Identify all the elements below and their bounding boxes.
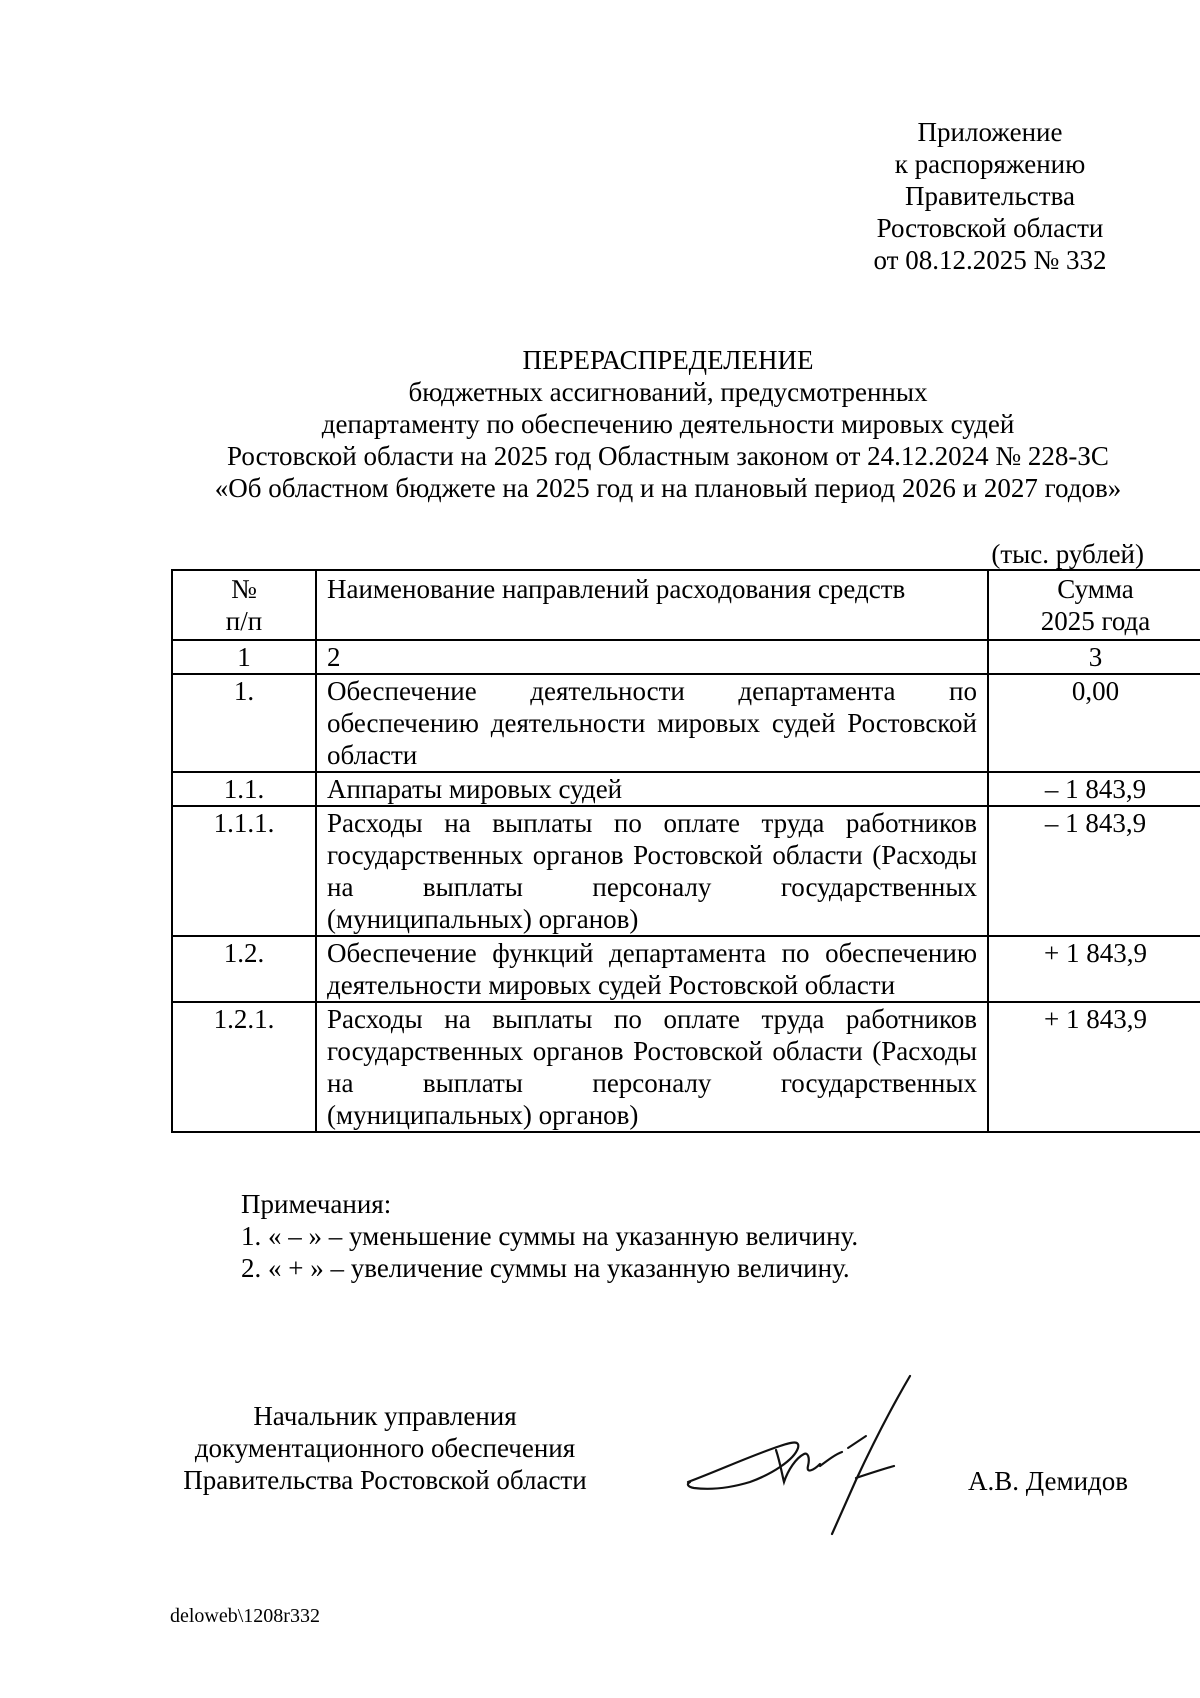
note-item: 2. « + » – увеличение суммы на указанную величину. [241,1253,850,1283]
header-num-line: № [231,574,257,604]
title-line: департаменту по обеспечению деятельности мировых судей [321,409,1015,439]
row-num: 1. [172,674,316,772]
notes-heading: Примечания: [241,1189,392,1219]
row-num: 1.1.1. [172,806,316,936]
title-heading: ПЕРЕРАСПРЕДЕЛЕНИЕ [522,345,814,375]
header-sum [988,570,1200,640]
header-num [172,570,316,640]
signatory-position [170,1400,600,1496]
title-line: бюджетных ассигнований, предусмотренных [408,377,928,407]
row-name: Расходы на выплаты по оплате труда работников государственных органов Ростовской области (Расходы на выплаты персоналу государственных (муниципальных) органов) [316,806,988,936]
row-sum: – 1 843,9 [988,772,1200,806]
appendix-line: от 08.12.2025 № 332 [873,245,1107,275]
column-number: 2 [316,640,988,674]
reallocation-table [171,569,1200,1133]
row-name: Расходы на выплаты по оплате труда работников государственных органов Ростовской области (Расходы на выплаты персоналу государственных (муниципальных) органов) [316,1002,988,1132]
position-line: Начальник управления [253,1401,517,1431]
row-num: 1.2. [172,936,316,1002]
table-row [172,806,1200,936]
appendix-line: Правительства [905,181,1075,211]
header-num-line: п/п [225,606,263,636]
header-sum-line: 2025 года [1040,606,1151,636]
column-number-row [172,640,1200,674]
handwritten-signature [680,1370,940,1540]
notes-section [241,1188,858,1284]
title-line: «Об областном бюджете на 2025 год и на плановый период 2026 и 2027 годов» [214,473,1122,503]
appendix-line: Ростовской области [876,213,1104,243]
table-row [172,936,1200,1002]
appendix-line: Приложение [917,117,1063,147]
position-line: документационного обеспечения [194,1433,576,1463]
header-sum-line: Сумма [1057,574,1134,604]
row-name: Обеспечение деятельности департамента по обеспечению деятельности мировых судей Ростовской области [316,674,988,772]
note-item: 1. « – » – уменьшение суммы на указанную величину. [241,1221,859,1251]
row-sum: + 1 843,9 [988,936,1200,1002]
table-row [172,674,1200,772]
table-row [172,772,1200,806]
row-sum: + 1 843,9 [988,1002,1200,1132]
row-name: Обеспечение функций департамента по обеспечению деятельности мировых судей Ростовской области [316,936,988,1002]
row-sum: 0,00 [988,674,1200,772]
row-num: 1.2.1. [172,1002,316,1132]
signer-name: А.В. Демидов [968,1466,1129,1496]
appendix-header [840,116,1140,276]
row-num: 1.1. [172,772,316,806]
document-id: deloweb\1208r332 [170,1605,320,1627]
row-name: Аппараты мировых судей [316,772,988,806]
column-number: 1 [172,640,316,674]
row-sum: – 1 843,9 [988,806,1200,936]
table-row [172,1002,1200,1132]
appendix-line: к распоряжению [894,149,1086,179]
document-title [0,344,1200,504]
position-line: Правительства Ростовской области [183,1465,587,1495]
column-number: 3 [988,640,1200,674]
table-header-row [172,570,1200,640]
units-label: (тыс. рублей) [991,539,1144,569]
header-name: Наименование направлений расходования средств [316,570,988,640]
title-line: Ростовской области на 2025 год Областным законом от 24.12.2024 № 228-ЗС [227,441,1109,471]
